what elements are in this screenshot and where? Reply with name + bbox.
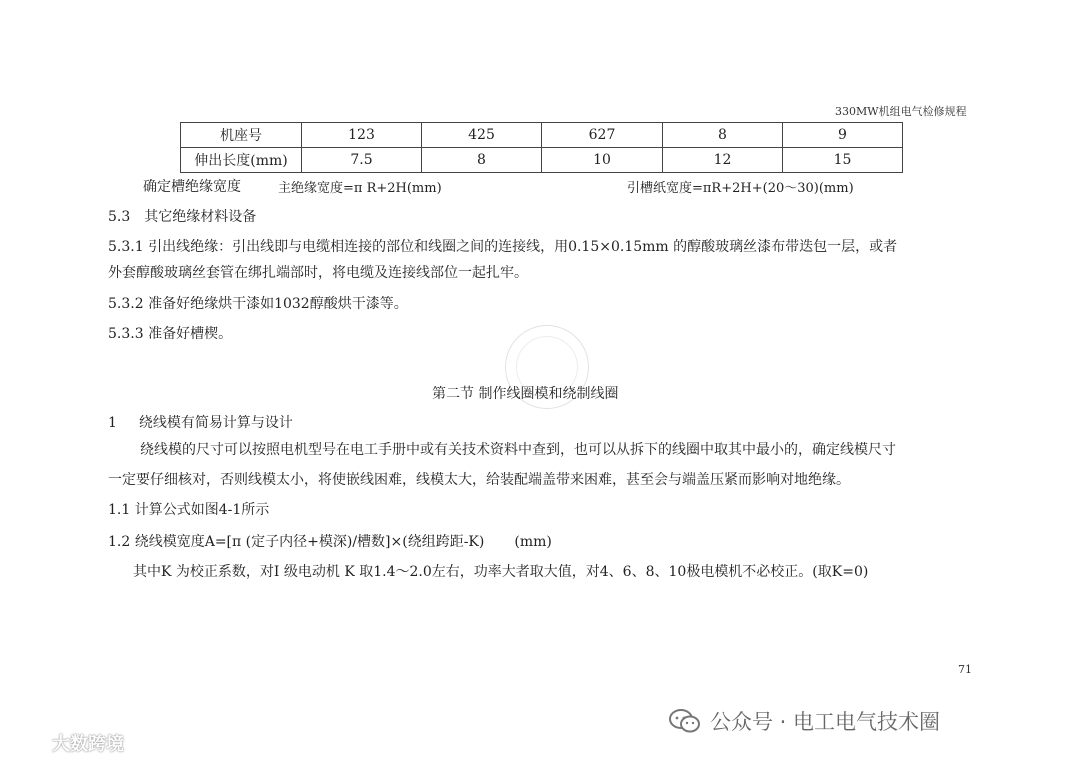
table-cell: 627	[542, 123, 663, 148]
table-row-header: 伸出长度(mm)	[181, 148, 302, 173]
section-number: 5.3	[108, 209, 131, 225]
section-2-title: 第二节 制作线圈模和绕制线圈	[432, 386, 619, 402]
section-5-3-2: 5.3.2 准备好绝缘烘干漆如1032醇酸烘干漆等。	[108, 296, 408, 312]
section-5-3-heading	[108, 206, 256, 226]
section-1-para-line1: 绕线模的尺寸可以按照电机型号在电工手册中或有关技术资料中查到，也可以从拆下的线圈中取其中最小的，确定线模尺寸	[140, 442, 896, 458]
site-watermark	[8, 730, 124, 756]
section-1-para-line2: 一定要仔细核对，否则线模太小，将使嵌线困难，线模太大，给装配端盖带来困难，甚至会与端盖压紧而影响对地绝缘。	[108, 472, 850, 488]
table-row	[181, 123, 903, 148]
section-5-3-1-line2: 外套醇酸玻璃丝套管在绑扎端部时，将电缆及连接线部位一起扎牢。	[108, 265, 528, 281]
wechat-icon	[668, 707, 702, 735]
table-cell: 123	[302, 123, 422, 148]
section-1-heading	[108, 412, 293, 432]
section-1-1: 1.1 计算公式如图4-1所示	[108, 502, 270, 518]
table-row	[181, 148, 903, 173]
section-title: 绕线模有简易计算与设计	[138, 415, 293, 431]
section-title: 其它绝缘材料设备	[144, 209, 257, 225]
table-cell: 7.5	[302, 148, 422, 173]
site-logo-icon	[8, 732, 48, 754]
table-cell: 12	[663, 148, 783, 173]
wechat-account-name: 公众号 · 电工电气技术圈	[710, 710, 941, 734]
table-cell: 8	[422, 148, 542, 173]
wechat-watermark	[668, 706, 940, 736]
table-row-header: 机座号	[181, 123, 302, 148]
table-cell: 425	[422, 123, 542, 148]
slot-insulation-width-label: 确定槽绝缘宽度	[143, 179, 241, 195]
lead-paper-formula: 引槽纸宽度=πR+2H+(20～30)(mm)	[627, 181, 854, 196]
section-1-2	[108, 530, 552, 554]
correction-factor-note: 其中K 为校正系数，对I 级电动机 K 取1.4～2.0左右，功率大者取大值，对4、6、8、10极电模机不必校正。(取K=0)	[133, 564, 869, 580]
table-cell: 9	[783, 123, 903, 148]
table-cell: 10	[542, 148, 663, 173]
document-header-reference: 330MW机组电气检修规程	[835, 105, 967, 118]
table-cell: 15	[783, 148, 903, 173]
formula-unit: (mm)	[514, 534, 552, 550]
page-number: 71	[958, 663, 972, 676]
site-watermark-text: 大数跨境	[52, 734, 124, 755]
coil-mold-width-formula: 1.2 绕线模宽度A=[π (定子内径+模深)/槽数]×(绕组跨距-K)	[108, 534, 485, 550]
section-5-3-3: 5.3.3 准备好槽楔。	[108, 326, 233, 342]
table-cell: 8	[663, 123, 783, 148]
frame-extension-table	[180, 122, 903, 173]
main-insulation-formula: 主绝缘宽度=π R+2H(mm)	[278, 181, 442, 196]
section-5-3-1-line1: 5.3.1 引出线绝缘：引出线即与电缆相连接的部位和线圈之间的连接线，用0.15×0.15mm 的醇酸玻璃丝漆布带迭包一层，或者	[108, 239, 898, 255]
section-number: 1	[108, 415, 117, 431]
